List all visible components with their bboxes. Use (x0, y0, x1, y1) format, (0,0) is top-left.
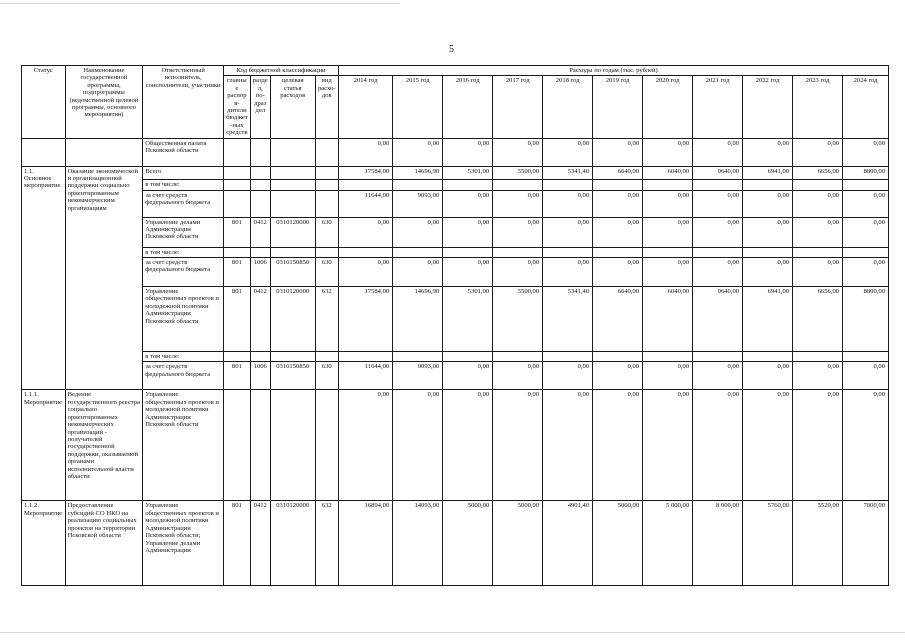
status-cell: 1.1. Основное мероприятие (22, 166, 66, 390)
value-cell (643, 179, 693, 190)
value-cell: 0,00 (443, 190, 493, 217)
value-cell (843, 352, 889, 362)
value-cell: 9640,00 (693, 166, 743, 179)
value-cell (443, 179, 493, 190)
value-cell: 11644,00 (338, 362, 392, 390)
value-cell: 5000,00 (493, 501, 543, 586)
value-cell: 0,00 (793, 138, 843, 166)
value-cell: 0,00 (793, 217, 843, 247)
code-cell: 630 (315, 362, 338, 390)
value-cell (793, 352, 843, 362)
code-cell (250, 166, 270, 179)
name-cell: Ведение государственного реестра социально ориентированных некоммерческих организаций - получателей государственной поддержки, оказываемой органами исполнительной власти области (65, 390, 143, 501)
code-cell (250, 390, 270, 501)
value-cell: 5 000,00 (643, 501, 693, 586)
table-row (22, 287, 889, 352)
value-cell: 5341,40 (543, 287, 593, 352)
status-cell: 1.1.1. Мероприятие (22, 390, 66, 501)
value-cell: 4901,40 (543, 501, 593, 586)
value-cell: 0,00 (693, 190, 743, 217)
value-cell: 5341,40 (543, 166, 593, 179)
value-cell: 0,00 (843, 138, 889, 166)
value-cell: 0,00 (793, 390, 843, 501)
code-cell (224, 352, 251, 362)
executor-cell: в том числе: (143, 247, 224, 257)
value-cell: 0,00 (643, 138, 693, 166)
code-cell: 801 (224, 258, 251, 287)
header-budget-code: Код бюджетной классификации (224, 66, 339, 76)
table-row (22, 501, 889, 586)
value-cell: 5500,00 (493, 166, 543, 179)
value-cell: 9093,00 (393, 362, 443, 390)
value-cell: 16894,00 (338, 501, 392, 586)
value-cell (543, 247, 593, 257)
code-cell (270, 166, 315, 179)
value-cell (793, 247, 843, 257)
value-cell: 0,00 (743, 390, 793, 501)
executor-cell: Всего (143, 166, 224, 179)
value-cell: 0,00 (643, 217, 693, 247)
value-cell (843, 179, 889, 190)
value-cell: 0,00 (543, 390, 593, 501)
executor-cell: за счет средств федерального бюджета (143, 258, 224, 287)
value-cell: 9640,00 (693, 287, 743, 352)
value-cell: 0,00 (543, 190, 593, 217)
header-row-1 (22, 66, 889, 76)
code-cell (270, 179, 315, 190)
value-cell: 0,00 (593, 362, 643, 390)
value-cell: 0,00 (643, 390, 693, 501)
code-cell (224, 390, 251, 501)
value-cell (593, 179, 643, 190)
code-cell (315, 166, 338, 179)
code-cell: 801 (224, 362, 251, 390)
value-cell: 0,00 (338, 390, 392, 501)
value-cell: 0,00 (843, 258, 889, 287)
header-year: 2022 год (743, 76, 793, 138)
executor-cell: за счет средств федерального бюджета (143, 190, 224, 217)
value-cell: 0,00 (593, 138, 643, 166)
value-cell (543, 352, 593, 362)
value-cell: 11644,00 (338, 190, 392, 217)
value-cell: 6040,00 (643, 166, 693, 179)
executor-cell: Управление делами Администрации Псковской области (143, 217, 224, 247)
page-number: 5 (449, 44, 454, 55)
value-cell (493, 247, 543, 257)
value-cell: 0,00 (743, 138, 793, 166)
value-cell: 0,00 (493, 190, 543, 217)
value-cell: 5500,00 (493, 287, 543, 352)
value-cell: 5000,00 (593, 501, 643, 586)
value-cell: 0,00 (543, 217, 593, 247)
code-cell: 0412 (250, 287, 270, 352)
value-cell: 6640,00 (593, 166, 643, 179)
status-cell: 1.1.2. Мероприятие (22, 501, 66, 586)
value-cell (443, 352, 493, 362)
table-row (22, 138, 889, 166)
value-cell: 0,00 (543, 258, 593, 287)
code-cell (224, 247, 251, 257)
value-cell: 0,00 (393, 138, 443, 166)
value-cell (693, 247, 743, 257)
table-row (22, 352, 889, 362)
executor-cell: Управление общественных проектов и молодежной политики Администрации Псковской области (143, 287, 224, 352)
value-cell: 5301,00 (443, 287, 493, 352)
header-status: Статус (22, 66, 66, 139)
value-cell: 0,00 (693, 138, 743, 166)
code-cell: 801 (224, 217, 251, 247)
value-cell: 0,00 (693, 217, 743, 247)
code-cell: 0310120000 (270, 501, 315, 586)
header-code-type: вид расхо-дов (315, 76, 338, 138)
table-row (22, 258, 889, 287)
value-cell: 0,00 (393, 390, 443, 501)
header-year: 2016 год (443, 76, 493, 138)
header-code-section: раздел, по-драздел (250, 76, 270, 138)
value-cell: 0,00 (743, 217, 793, 247)
value-cell (643, 247, 693, 257)
status-cell (22, 138, 66, 166)
code-cell (224, 190, 251, 217)
executor-cell: Управление общественных проектов и молодежной политики Администрации Псковской области; Управление делами Администрации (143, 501, 224, 586)
code-cell (270, 352, 315, 362)
code-cell (315, 190, 338, 217)
code-cell: 632 (315, 287, 338, 352)
value-cell: 0,00 (643, 258, 693, 287)
value-cell: 0,00 (593, 390, 643, 501)
executor-cell: в том числе: (143, 179, 224, 190)
value-cell: 0,00 (593, 217, 643, 247)
code-cell (315, 390, 338, 501)
value-cell (493, 179, 543, 190)
value-cell: 7000,00 (843, 501, 889, 586)
value-cell: 0,00 (493, 138, 543, 166)
scan-artifact-bottom (0, 632, 905, 633)
value-cell (843, 247, 889, 257)
value-cell: 5520,00 (793, 501, 843, 586)
value-cell: 0,00 (793, 190, 843, 217)
header-name: Наименование государственной программы, подпрограммы (ведомственной целевой программы, основного мероприятия) (65, 66, 143, 139)
table-row (22, 217, 889, 247)
value-cell: 0,00 (843, 390, 889, 501)
value-cell (443, 247, 493, 257)
value-cell: 8800,00 (843, 287, 889, 352)
value-cell: 5301,00 (443, 166, 493, 179)
table-row (22, 190, 889, 217)
code-cell: 0412 (250, 501, 270, 586)
code-cell (250, 247, 270, 257)
code-cell: 632 (315, 501, 338, 586)
value-cell: 0,00 (743, 190, 793, 217)
code-cell: 630 (315, 217, 338, 247)
header-year: 2014 год (338, 76, 392, 138)
code-cell: 801 (224, 501, 251, 586)
value-cell (338, 352, 392, 362)
table-row (22, 390, 889, 501)
code-cell (224, 166, 251, 179)
code-cell (270, 247, 315, 257)
value-cell: 0,00 (338, 138, 392, 166)
value-cell: 0,00 (443, 362, 493, 390)
value-cell: 0,00 (338, 258, 392, 287)
value-cell: 0,00 (693, 258, 743, 287)
value-cell: 14696,90 (393, 166, 443, 179)
value-cell (693, 352, 743, 362)
executor-cell: в том числе: (143, 352, 224, 362)
value-cell: 0,00 (593, 258, 643, 287)
code-cell (224, 179, 251, 190)
value-cell (593, 352, 643, 362)
header-year: 2017 год (493, 76, 543, 138)
value-cell: 6941,00 (743, 287, 793, 352)
value-cell: 6656,00 (793, 166, 843, 179)
table-row (22, 166, 889, 179)
value-cell: 0,00 (593, 190, 643, 217)
code-cell (315, 247, 338, 257)
header-executor: Ответственный исполнитель, соисполнители, участники (143, 66, 224, 139)
code-cell (250, 179, 270, 190)
value-cell (593, 247, 643, 257)
value-cell: 0,00 (393, 258, 443, 287)
value-cell (338, 179, 392, 190)
value-cell: 17584,00 (338, 287, 392, 352)
value-cell (393, 247, 443, 257)
value-cell: 0,00 (393, 217, 443, 247)
value-cell (743, 247, 793, 257)
value-cell: 0,00 (743, 258, 793, 287)
value-cell: 6640,00 (593, 287, 643, 352)
header-year: 2023 год (793, 76, 843, 138)
code-cell (315, 138, 338, 166)
name-cell: Оказание экономической и организационной поддержки социально ориентированным некоммерческим организациям (65, 166, 143, 390)
header-expenses: Расходы по годам (тыс. рублей) (338, 66, 888, 76)
value-cell: 17584,00 (338, 166, 392, 179)
value-cell: 0,00 (793, 362, 843, 390)
value-cell: 0,00 (693, 390, 743, 501)
value-cell: 14093,00 (393, 501, 443, 586)
value-cell (393, 179, 443, 190)
value-cell: 0,00 (443, 258, 493, 287)
value-cell: 6040,00 (643, 287, 693, 352)
executor-cell: за счет средств федерального бюджета (143, 362, 224, 390)
value-cell: 5000,00 (443, 501, 493, 586)
value-cell (743, 179, 793, 190)
name-cell: Предоставление субсидий СО НКО на реализацию социальных проектов на территории Псковской области (65, 501, 143, 586)
header-year: 2021 год (693, 76, 743, 138)
code-cell (270, 390, 315, 501)
table-row (22, 247, 889, 257)
value-cell: 14696,90 (393, 287, 443, 352)
value-cell: 6941,00 (743, 166, 793, 179)
code-cell: 0310120000 (270, 217, 315, 247)
header-year: 2020 год (643, 76, 693, 138)
value-cell: 6656,00 (793, 287, 843, 352)
header-year: 2015 год (393, 76, 443, 138)
value-cell: 8800,00 (843, 166, 889, 179)
code-cell (270, 190, 315, 217)
value-cell: 0,00 (643, 362, 693, 390)
value-cell: 0,00 (693, 362, 743, 390)
name-cell (65, 138, 143, 166)
value-cell: 9093,00 (393, 190, 443, 217)
value-cell: 0,00 (493, 217, 543, 247)
scan-artifact-top (0, 3, 400, 4)
executor-cell: Управление общественных проектов и молодежной политики Администрации Псковской области (143, 390, 224, 501)
budget-table (21, 65, 889, 586)
value-cell: 0,00 (443, 217, 493, 247)
value-cell (338, 247, 392, 257)
value-cell: 0,00 (338, 217, 392, 247)
code-cell (315, 179, 338, 190)
value-cell: 0,00 (843, 362, 889, 390)
code-cell: 0310150850 (270, 362, 315, 390)
code-cell: 0310120000 (270, 287, 315, 352)
code-cell (224, 138, 251, 166)
table-row (22, 179, 889, 190)
value-cell (743, 352, 793, 362)
code-cell (250, 190, 270, 217)
value-cell: 0,00 (793, 258, 843, 287)
code-cell: 1006 (250, 258, 270, 287)
value-cell: 5760,00 (743, 501, 793, 586)
value-cell (693, 179, 743, 190)
header-year: 2018 год (543, 76, 593, 138)
code-cell: 0310150850 (270, 258, 315, 287)
value-cell: 0,00 (743, 362, 793, 390)
header-code-target: целевая статья расходов (270, 76, 315, 138)
code-cell: 801 (224, 287, 251, 352)
value-cell: 0,00 (643, 190, 693, 217)
value-cell (793, 179, 843, 190)
code-cell (250, 352, 270, 362)
code-cell (250, 138, 270, 166)
value-cell: 0,00 (543, 138, 593, 166)
value-cell (643, 352, 693, 362)
value-cell: 0,00 (493, 258, 543, 287)
table-row (22, 362, 889, 390)
value-cell: 8 000,00 (693, 501, 743, 586)
header-year: 2024 год (843, 76, 889, 138)
value-cell (493, 352, 543, 362)
code-cell: 1006 (250, 362, 270, 390)
value-cell: 0,00 (843, 190, 889, 217)
value-cell: 0,00 (493, 362, 543, 390)
value-cell: 0,00 (493, 390, 543, 501)
code-cell (315, 352, 338, 362)
executor-cell: Общественная палата Псковской области (143, 138, 224, 166)
value-cell (543, 179, 593, 190)
value-cell: 0,00 (843, 217, 889, 247)
value-cell: 0,00 (443, 390, 493, 501)
value-cell: 0,00 (543, 362, 593, 390)
header-code-grbs: главные распоря-дители бюджет-ных средств (224, 76, 251, 138)
header-year: 2019 год (593, 76, 643, 138)
value-cell: 0,00 (443, 138, 493, 166)
code-cell (270, 138, 315, 166)
code-cell: 630 (315, 258, 338, 287)
code-cell: 0412 (250, 217, 270, 247)
value-cell (393, 352, 443, 362)
